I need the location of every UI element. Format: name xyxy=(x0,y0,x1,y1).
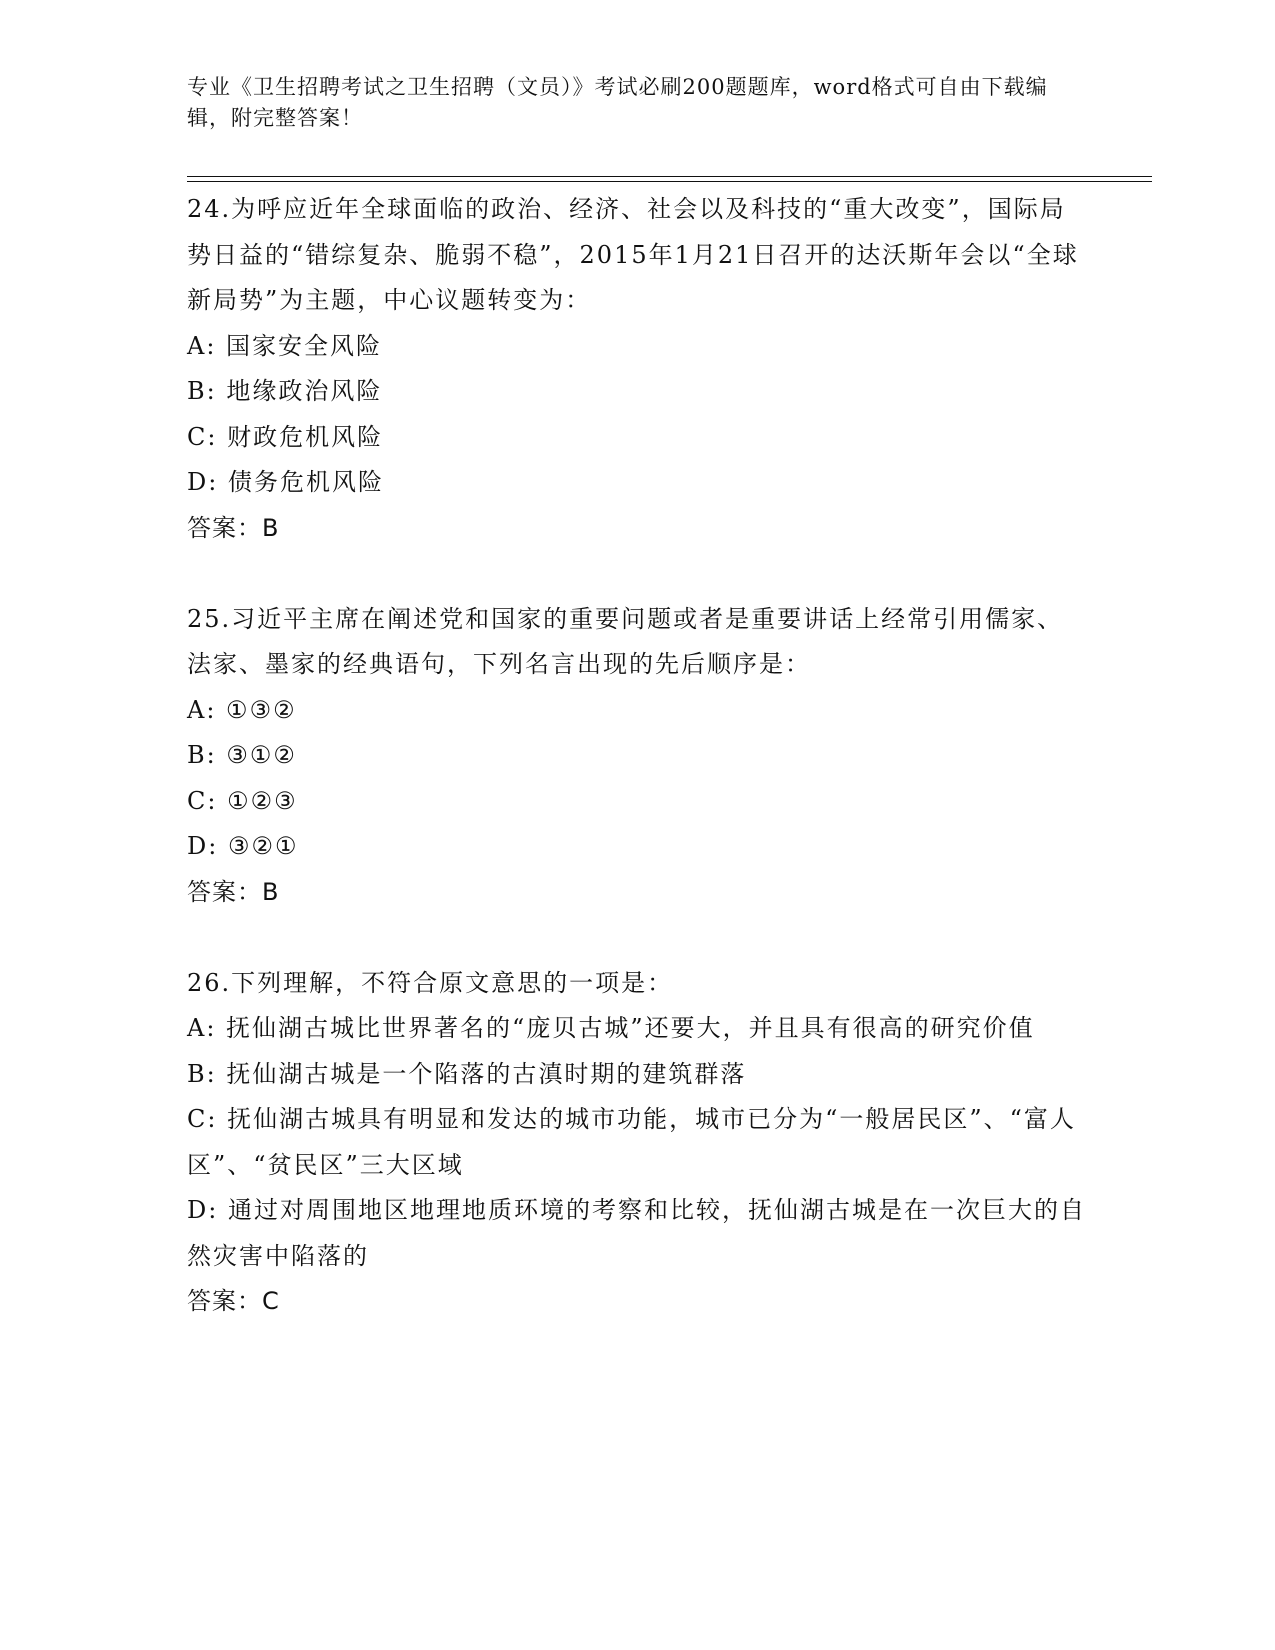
question-24 xyxy=(187,187,1087,551)
question-list xyxy=(187,187,1087,1325)
answer-label: 答案：C xyxy=(187,1287,280,1315)
option-a: A: 国家安全风险 xyxy=(187,331,383,360)
question-text: 26.下列理解，不符合原文意思的一项是： xyxy=(187,968,674,997)
option-a: A: 抚仙湖古城比世界著名的“庞贝古城”还要大，并且具有很高的研究价值 xyxy=(187,1014,1035,1042)
header-divider-top xyxy=(187,176,1152,177)
header-divider-bottom xyxy=(187,181,1152,182)
answer-label: 答案：B xyxy=(187,513,280,542)
question-26 xyxy=(187,961,1087,1325)
document-header: 专业《卫生招聘考试之卫生招聘（文员）》考试必刷200题题库，word格式可自由下载编辑，附完整答案！ xyxy=(187,75,1048,130)
option-a: A: ①③② xyxy=(187,695,297,724)
question-25 xyxy=(187,597,1087,916)
question-spacer xyxy=(187,915,1087,961)
option-d: D: ③②① xyxy=(187,832,299,860)
option-d: D: 债务危机风险 xyxy=(187,468,384,496)
option-c: C: 抚仙湖古城具有明显和发达的城市功能，城市已分为“一般居民区”、“富人区”、“贫民区”三大区域 xyxy=(187,1105,1076,1179)
option-c: C: 财政危机风险 xyxy=(187,422,384,451)
question-text: 25.习近平主席在阐述党和国家的重要问题或者是重要讲话上经常引用儒家、法家、墨家的经典语句，下列名言出现的先后顺序是： xyxy=(187,604,1064,678)
question-text: 24.为呼应近年全球面临的政治、经济、社会以及科技的“重大改变”，国际局势日益的“错综复杂、脆弱不稳”，2015年1月21日召开的达沃斯年会以“全球新局势”为主题，中心议题转变为： xyxy=(187,195,1079,314)
option-b: B: ③①② xyxy=(187,741,297,769)
question-spacer xyxy=(187,551,1087,597)
option-b: B: 抚仙湖古城是一个陷落的古滇时期的建筑群落 xyxy=(187,1059,747,1088)
option-b: B: 地缘政治风险 xyxy=(187,377,383,405)
answer-label: 答案：B xyxy=(187,877,280,906)
option-d: D: 通过对周围地区地理地质环境的考察和比较，抚仙湖古城是在一次巨大的自然灾害中陷落的 xyxy=(187,1196,1086,1270)
option-c: C: ①②③ xyxy=(187,786,298,815)
